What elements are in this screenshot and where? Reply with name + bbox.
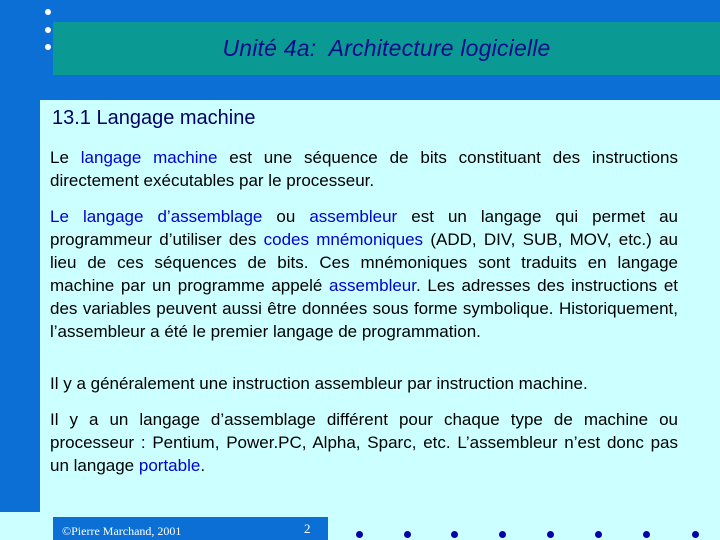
slide-title-box xyxy=(53,22,720,75)
highlighted-term: assembleur xyxy=(329,276,416,295)
footer-dot xyxy=(404,531,411,538)
text-run: (ADD, DIV, SUB, MOV, etc.) au lieu de ces séquences de bits. Ces mnémoniques sont traduits en langage machine par un programme appelé xyxy=(50,230,678,295)
footer-dot xyxy=(643,531,650,538)
text-run: est un langage qui permet au programmeur d’utiliser des xyxy=(50,207,678,249)
footer-dot xyxy=(692,531,699,538)
text-run: Il y a un langage d’assemblage différent pour chaque type de machine ou processeur : Pentium, Power.PC, Alpha, Sparc, etc. L’assembleur n’est donc pas un langage xyxy=(50,410,678,475)
footer-dot xyxy=(499,531,506,538)
deco-dot xyxy=(45,9,51,15)
highlighted-term: Le langage d’assemblage xyxy=(50,207,263,226)
footer-dot xyxy=(595,531,602,538)
left-band xyxy=(0,0,40,540)
paragraph-instruction-mapping xyxy=(50,372,678,395)
text-run: est une séquence de bits constituant des instructions directement exécutables par le processeur. xyxy=(50,148,679,190)
highlighted-term: assembleur xyxy=(309,207,398,226)
slide-title: Unité 4a: Architecture logicielle xyxy=(222,35,551,61)
paragraph-assembly-language xyxy=(50,205,678,343)
text-run: ou xyxy=(262,207,310,226)
highlighted-term: portable xyxy=(138,456,201,475)
text-run: . Les adresses des instructions et des variables peuvent aussi être données sous forme symbolique. Historiquement, l’assembleur a été le premier langage de programmation. xyxy=(50,276,678,341)
section-heading: 13.1 Langage machine xyxy=(52,107,256,129)
text-run: Le xyxy=(50,148,81,167)
deco-dot xyxy=(45,27,51,33)
text-run: Il y a généralement une instruction assembleur par instruction machine. xyxy=(50,374,588,393)
footer-copyright: ©Pierre Marchand, 2001 xyxy=(62,524,182,538)
deco-dot xyxy=(45,44,51,50)
highlighted-term: langage machine xyxy=(80,148,218,167)
highlighted-term: codes mnémoniques xyxy=(263,230,424,249)
footer-dot xyxy=(451,531,458,538)
text-run: . xyxy=(200,456,206,475)
paragraph-portability xyxy=(50,408,678,477)
footer-dot xyxy=(547,531,554,538)
paragraph-definition-machine-language xyxy=(50,146,678,192)
page-number: 2 xyxy=(304,521,311,536)
footer-dot xyxy=(356,531,363,538)
